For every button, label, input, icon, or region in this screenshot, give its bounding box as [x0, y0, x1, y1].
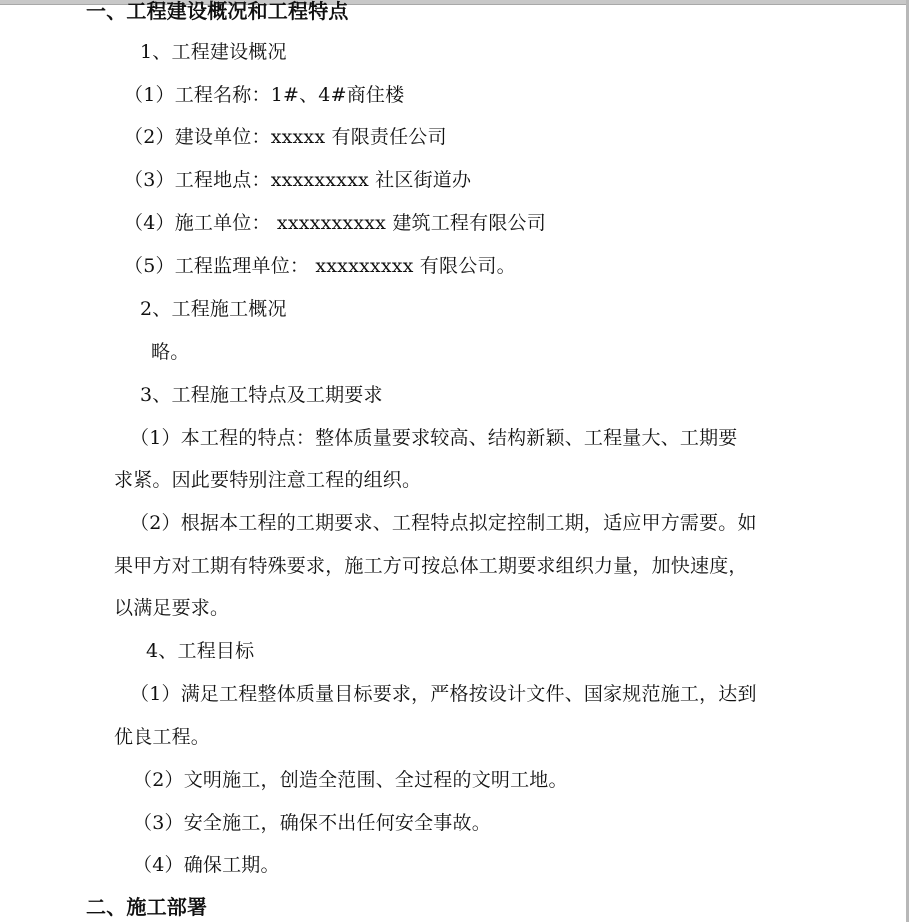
- heading-section-2: 二、施工部署: [86, 895, 208, 919]
- subheading-construction-overview: 1、工程建设概况: [140, 41, 287, 63]
- construction-status-body: 略。: [151, 341, 190, 363]
- paragraph-quality-goal-line-2: 优良工程。: [114, 726, 211, 748]
- paragraph-safety: （3）安全施工，确保不出任何安全事故。: [133, 812, 491, 834]
- subheading-construction-status: 2、工程施工概况: [140, 298, 287, 320]
- subheading-project-goals: 4、工程目标: [146, 640, 255, 662]
- item-supervisor: （5）工程监理单位： xxxxxxxxx 有限公司。: [124, 255, 516, 277]
- item-construction-unit: （2）建设单位：xxxxx 有限责任公司: [124, 126, 447, 148]
- paragraph-schedule-line-3: 以满足要求。: [114, 597, 230, 619]
- paragraph-quality-goal-line-1: （1）满足工程整体质量目标要求，严格按设计文件、国家规范施工，达到: [130, 683, 757, 705]
- item-contractor: （4）施工单位： xxxxxxxxxx 建筑工程有限公司: [124, 212, 546, 234]
- subheading-characteristics: 3、工程施工特点及工期要求: [140, 384, 383, 406]
- paragraph-characteristics-line-2: 求紧。因此要特别注意工程的组织。: [114, 469, 422, 491]
- paragraph-schedule-guarantee: （4）确保工期。: [133, 854, 280, 876]
- item-project-name: （1）工程名称：1#、4#商住楼: [124, 84, 405, 106]
- paragraph-schedule-line-1: （2）根据本工程的工期要求、工程特点拟定控制工期，适应甲方需要。如: [130, 512, 757, 534]
- paragraph-schedule-line-2: 果甲方对工期有特殊要求，施工方可按总体工期要求组织力量，加快速度，: [114, 555, 748, 577]
- item-project-location: （3）工程地点：xxxxxxxxx 社区街道办: [124, 169, 472, 191]
- heading-section-1: 一、工程建设概况和工程特点: [86, 0, 349, 23]
- paragraph-civilized-construction: （2）文明施工，创造全范围、全过程的文明工地。: [133, 769, 568, 791]
- paragraph-characteristics-line-1: （1）本工程的特点：整体质量要求较高、结构新颖、工程量大、工期要: [130, 427, 738, 449]
